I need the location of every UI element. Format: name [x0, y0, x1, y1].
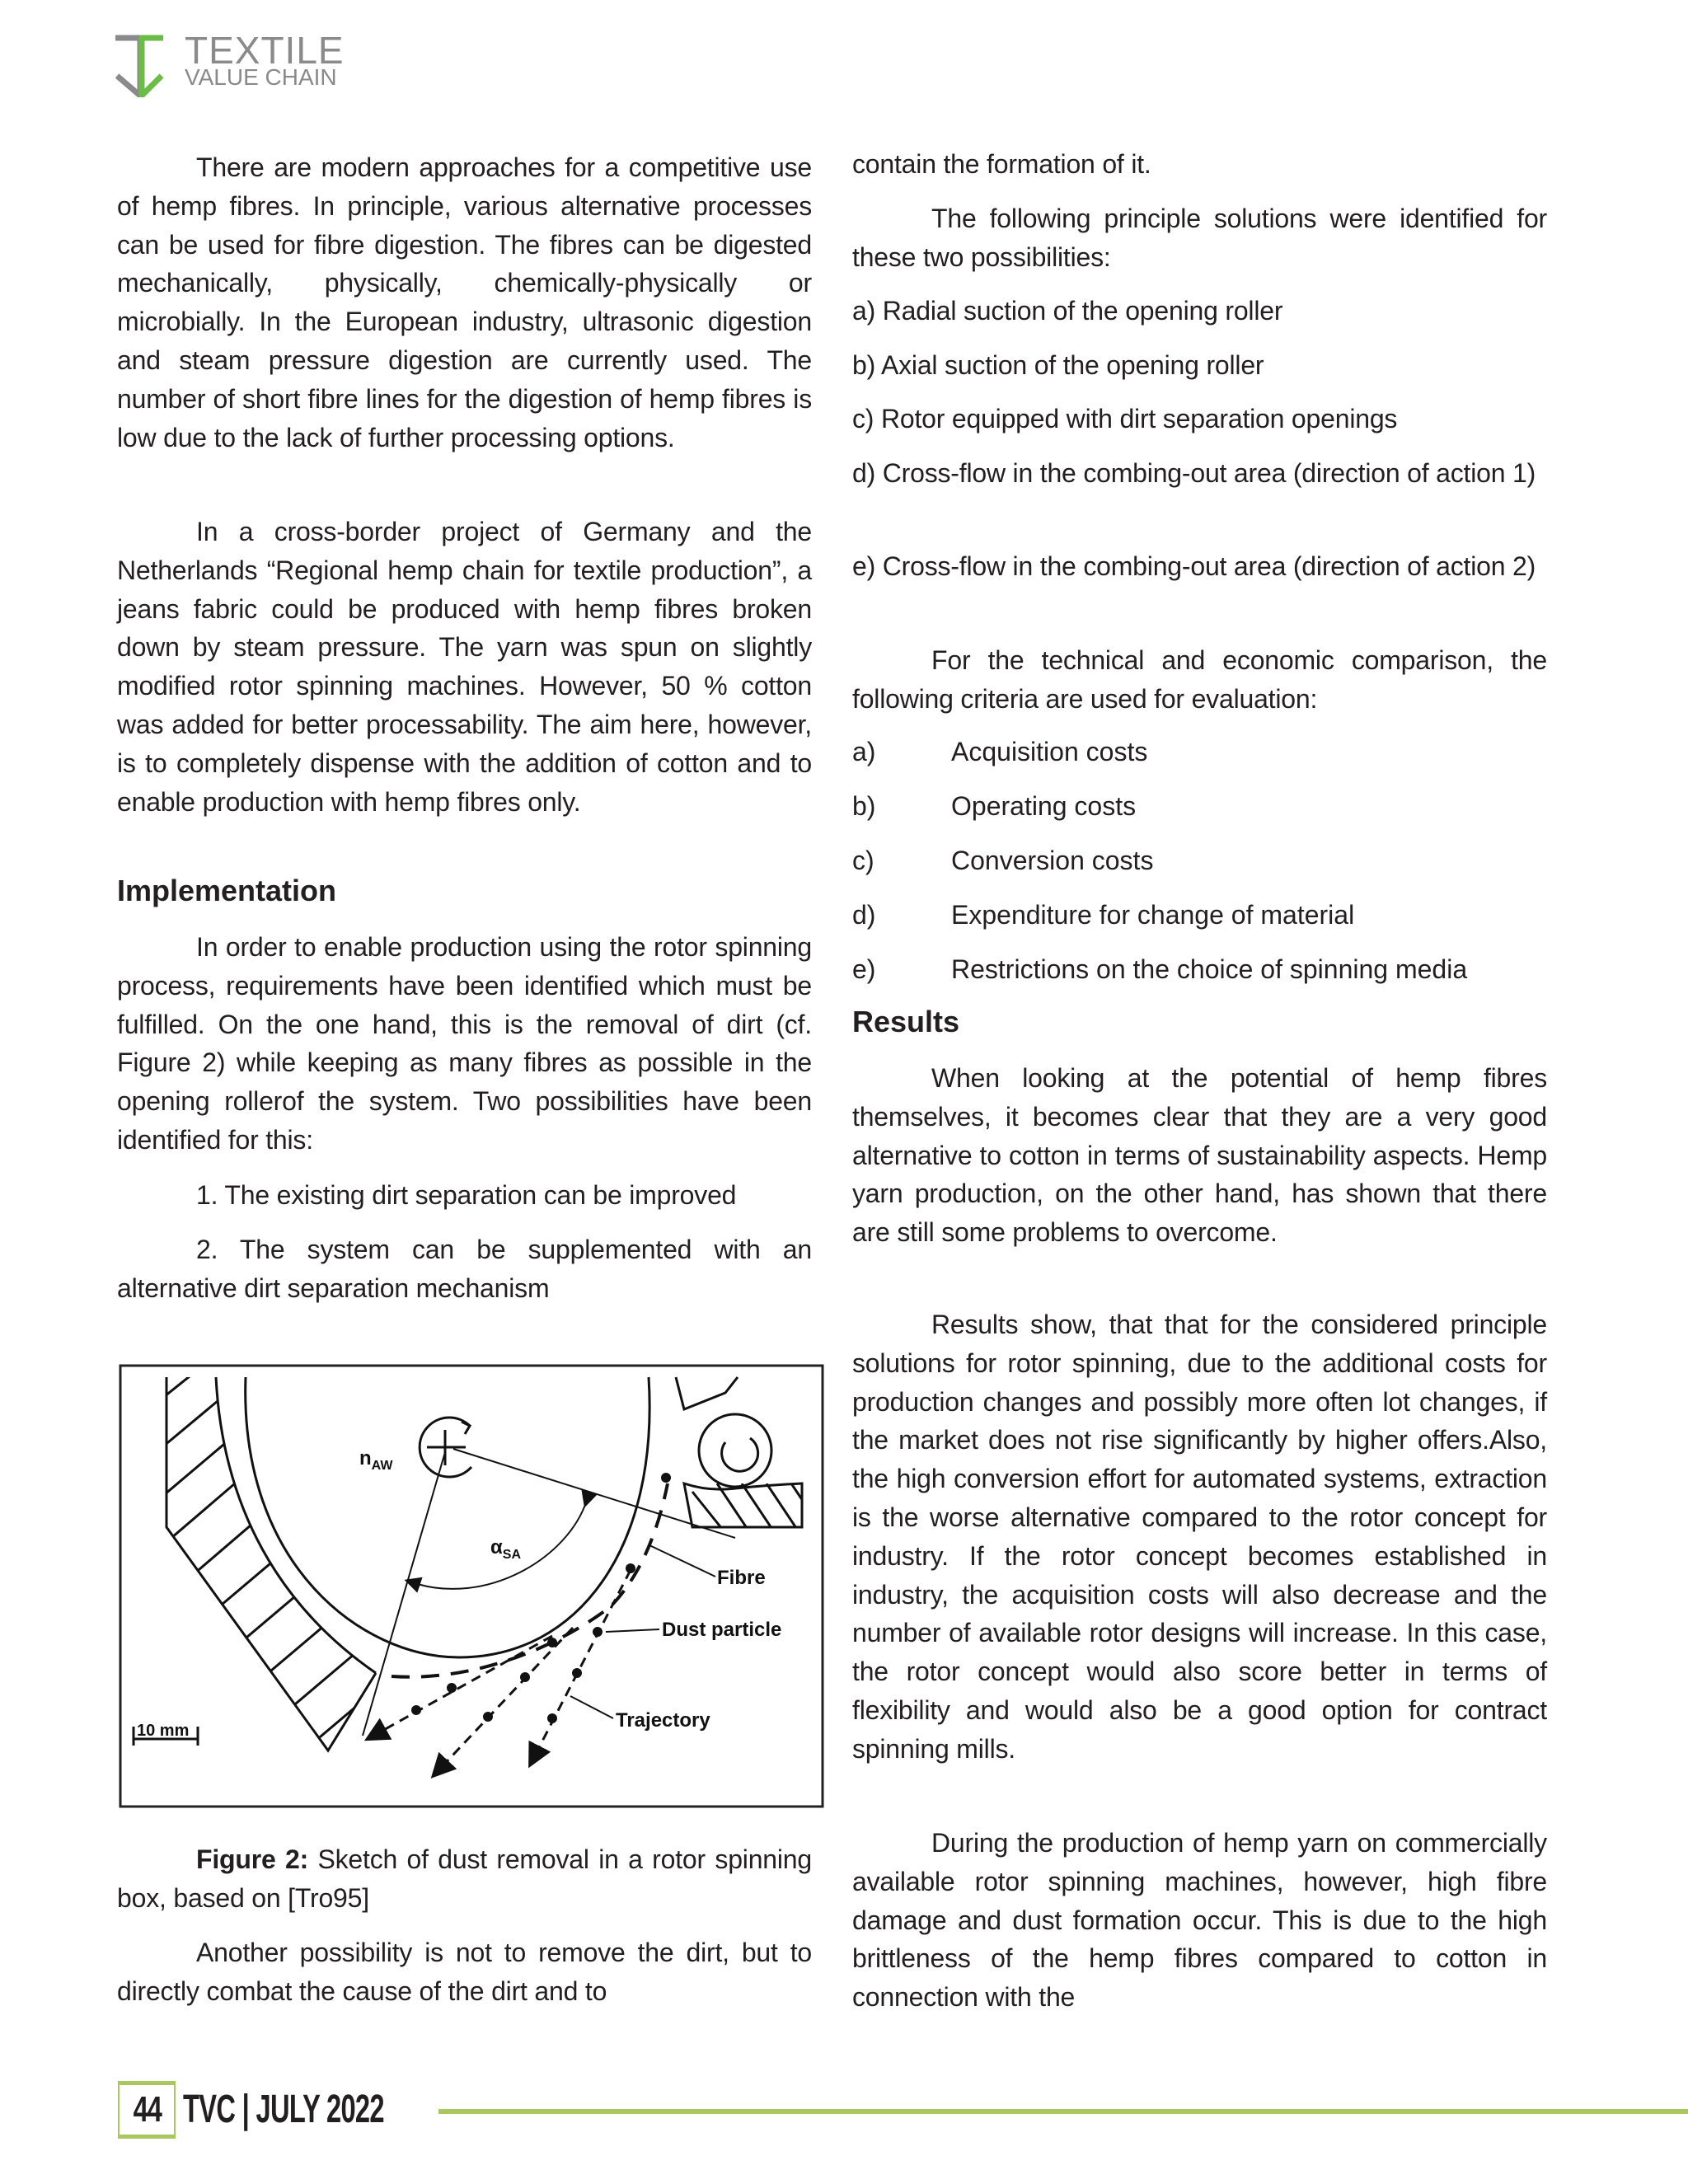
label-alpha-sa: $\alpha_{SA}$ — [490, 1536, 521, 1562]
criterion-a: a) Acquisition costs — [852, 737, 1148, 766]
paragraph-implementation: In order to enable production using the rotor spinning process, requirements have been identified which must be fulfilled. On the one hand, this is the removal of dirt (cf. Figure 2) while keeping as many fibres as possible in the opening rollerof the system. Two possibilities have been identified for this: — [117, 932, 812, 1155]
figure-caption: Figure 2: Sketch of dust removal in a rotor spinning box, based on [Tro95] — [117, 1844, 812, 1913]
criterion-b: b) Operating costs — [852, 791, 1137, 821]
label-dust-particle: Dust particle — [662, 1619, 782, 1641]
logo-line1: TEXTILE — [185, 29, 345, 72]
label-scale: 10 mm — [137, 1722, 190, 1740]
label-trajectory: Trajectory — [616, 1709, 710, 1732]
heading-implementation: Implementation — [117, 874, 337, 907]
paragraph-solutions-intro: The following principle solutions were identified for these two possibilities: — [852, 204, 1547, 272]
figure-dust-removal-sketch — [115, 1360, 824, 1813]
heading-results: Results — [852, 1005, 960, 1038]
footer-issue: TVC | JULY 2022 — [183, 2088, 384, 2131]
paragraph-project: In a cross-border project of Germany and the Netherlands “Regional hemp chain for textile production”, a jeans fabric could be produced with hemp fibres broken down by steam pressure. The yarn was spun on slightly modified rotor spinning machines. However, 50 % cotton was added for better processability. The aim here, however, is to completely dispense with the addition of cotton and to enable production with hemp fibres only. — [117, 517, 812, 817]
paragraph-contain: contain the formation of it. — [852, 149, 1151, 179]
page-number: 44 — [118, 2081, 176, 2139]
paragraph-results-1: When looking at the potential of hemp fibres themselves, it becomes clear that they are a very good alternative to cotton in terms of sustainability aspects. Hemp yarn production, on the other hand, has shown that there are still some problems to overcome. — [852, 1063, 1547, 1248]
footer-rule — [438, 2109, 1688, 2114]
logo-line2: VALUE CHAIN — [185, 64, 337, 90]
solution-d: d) Cross-flow in the combing-out area (direction of action 1) — [852, 458, 1536, 488]
solution-b: b) Axial suction of the opening roller — [852, 350, 1264, 380]
paragraph-results-2: Results show, that that for the considered principle solutions for rotor spinning, due to the additional costs for production changes and possibly more often lot changes, if the market does not rise significantly by higher offers.Also, the high conversion effort for automated systems, extraction is the worse alternative compared to the rotor concept for industry. If the rotor concept becomes established in industry, the acquisition costs will also decrease and the number of available rotor designs will increase. In this case, the rotor concept would also score better in terms of flexibility and would also be a good option for contract spinning mills. — [852, 1310, 1547, 1764]
label-n-aw: $n_{AW}$ — [359, 1447, 393, 1473]
list-item-2: 2. The system can be supplemented with an alternative dirt separation mechanism — [117, 1235, 812, 1303]
criterion-d: d) Expenditure for change of material — [852, 900, 1355, 930]
paragraph-alternative: Another possibility is not to remove the dirt, but to directly combat the cause of the dirt and to — [117, 1938, 812, 2006]
logo-text — [185, 31, 345, 89]
solution-c: c) Rotor equipped with dirt separation openings — [852, 404, 1398, 434]
label-fibre: Fibre — [717, 1567, 766, 1589]
list-item-1: 1. The existing dirt separation can be improved — [196, 1180, 737, 1210]
paragraph-results-3: During the production of hemp yarn on commercially available rotor spinning machines, however, high fibre damage and dust formation occur. This is due to the high brittleness of the hemp fibres compared to cotton in connection with the — [852, 1828, 1547, 2013]
solution-a: a) Radial suction of the opening roller — [852, 296, 1283, 326]
criterion-e: e) Restrictions on the choice of spinning media — [852, 954, 1468, 984]
paragraph-intro: There are modern approaches for a competitive use of hemp fibres. In principle, various alternative processes can be used for fibre digestion. The fibres can be digested mechanically, physically, chemically-physically or microbially. In the European industry, ultrasonic digestion and steam pressure digestion are currently used. The number of short fibre lines for the digestion of hemp fibres is low due to the lack of further processing options. — [117, 152, 812, 452]
paragraph-criteria-intro: For the technical and economic comparison, the following criteria are used for evaluation: — [852, 645, 1547, 714]
solution-e: e) Cross-flow in the combing-out area (direction of action 2) — [852, 551, 1536, 581]
criterion-c: c) Conversion costs — [852, 846, 1154, 875]
